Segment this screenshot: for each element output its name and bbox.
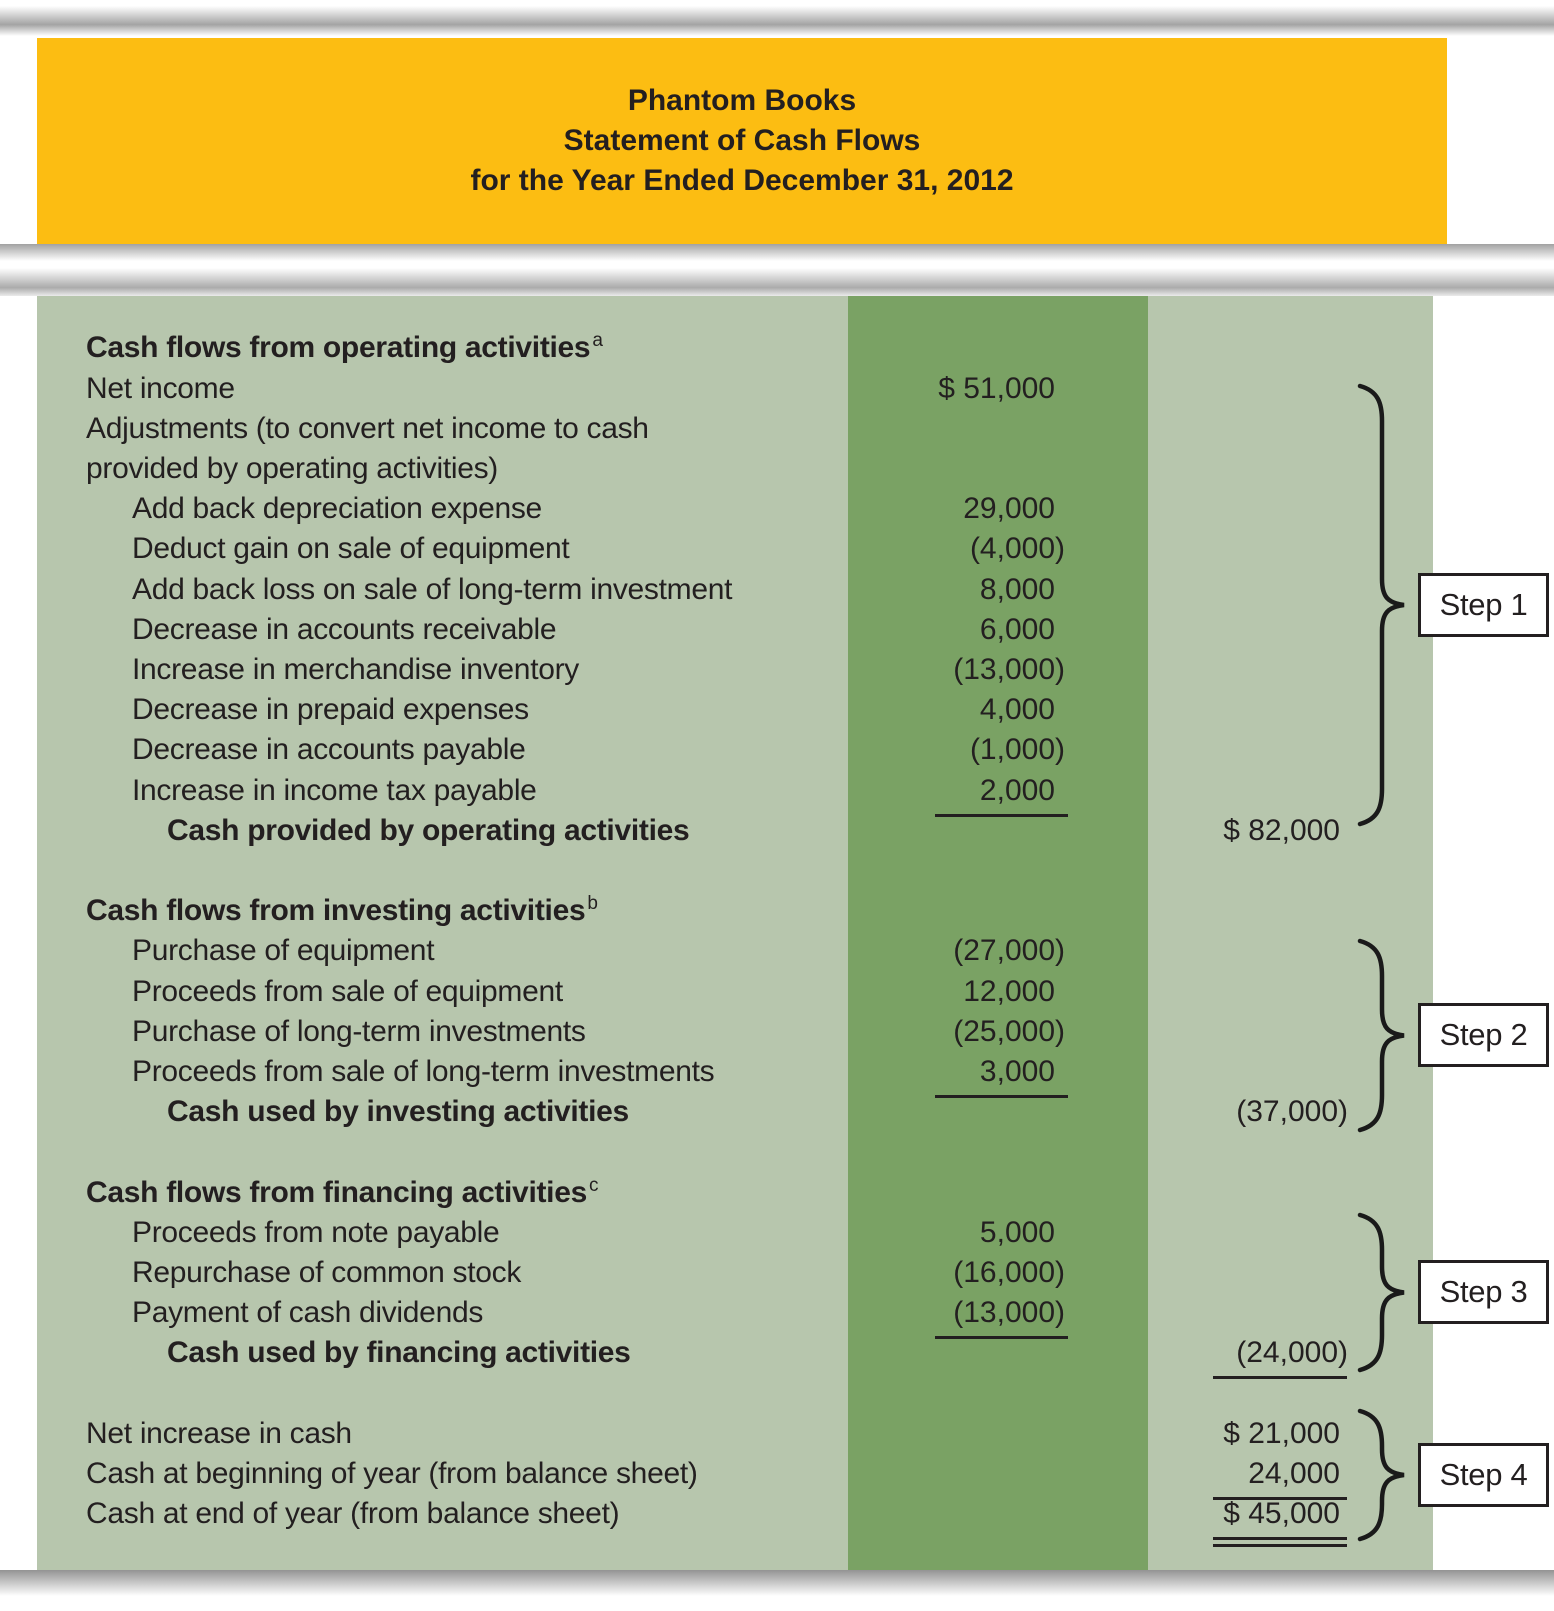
spacer-row [37,1132,1433,1172]
statement-row [37,610,1433,650]
row-label: Cash at end of year (from balance sheet) [86,1497,620,1531]
statement-row [37,409,1433,449]
statement-row [37,449,1433,489]
amount-col1: 3,000 [979,1055,1055,1088]
row-label: Purchase of long-term investments [132,1014,586,1048]
row-label: Cash at beginning of year (from balance sheet) [86,1457,698,1490]
statement-row [37,1494,1433,1534]
statement-row [37,369,1433,409]
brace-step-2 [1352,938,1410,1133]
statement-row [37,1052,1433,1092]
statement-row [37,1012,1433,1052]
amount-col1: (13,000) [953,653,1065,686]
statement-row [37,1333,1433,1373]
spacer-row [37,1374,1433,1414]
statement-row [37,1414,1433,1454]
statement-rows [37,296,1433,1570]
shadow-band-top [0,6,1554,36]
statement-row [37,690,1433,730]
amount-col1: 2,000 [979,773,1055,807]
row-label: Decrease in prepaid expenses [132,693,529,727]
statement-row [37,891,1433,931]
amount-col2: (37,000) [1236,1095,1348,1129]
step-3-label: Step 3 [1439,1274,1528,1309]
row-label: Payment of cash dividends [132,1296,484,1330]
amount-col1: (4,000) [969,532,1065,566]
step-3-box [1418,1260,1549,1324]
step-1-label: Step 1 [1439,587,1528,622]
statement-row [37,811,1433,851]
amount-col1: (16,000) [953,1256,1065,1289]
amount-col2: 24,000 [1248,1457,1340,1490]
row-label: Cash used by financing activities [167,1336,631,1370]
amount-col1: 8,000 [979,572,1055,606]
statement-row [37,570,1433,610]
statement-row [37,328,1433,368]
footnote-marker: a [592,330,603,352]
brace-step-1 [1352,383,1410,827]
row-label: Cash flows from operating activities $^a$ [86,330,603,365]
row-label: provided by operating activities) [86,452,498,485]
row-label: Adjustments (to convert net income to cash [86,411,649,445]
row-label: Cash provided by operating activities [167,813,690,847]
statement-row [37,972,1433,1012]
step-2-box [1418,1003,1549,1067]
amount-col2: $ 82,000 [1223,813,1340,847]
spacer-row [37,851,1433,891]
amount-col1: 4,000 [979,693,1055,727]
amount-col1: 5,000 [979,1215,1055,1249]
row-label: Net increase in cash [86,1416,352,1450]
step-2-label: Step 2 [1439,1017,1528,1052]
statement-row [37,529,1433,569]
amount-col1: (13,000) [953,1296,1065,1330]
shadow-band-above-panel [0,268,1554,296]
row-label: Repurchase of common stock [132,1256,522,1289]
row-label: Add back depreciation expense [132,492,542,526]
company-name: Phantom Books [627,84,857,117]
row-label: Proceeds from sale of equipment [132,974,563,1008]
statement-row [37,650,1433,690]
amount-col1: 12,000 [963,974,1055,1008]
statement-row [37,1253,1433,1293]
row-label: Proceeds from note payable [132,1215,500,1249]
amount-col1: (1,000) [969,733,1065,767]
statement-row [37,730,1433,770]
shadow-band-bottom [0,1570,1554,1596]
row-label: Proceeds from sale of long-term investments [132,1055,715,1088]
footnote-marker: c [588,1174,599,1196]
statement-row [37,1293,1433,1333]
amount-col2: (24,000) [1236,1336,1348,1370]
amount-col1: (27,000) [953,934,1065,968]
row-label: Cash flows from investing activities $^b$ [86,893,598,928]
amount-col1: $ 51,000 [938,371,1055,405]
statement-row [37,489,1433,529]
amount-col1: 6,000 [979,612,1055,646]
step-1-box [1418,573,1549,637]
statement-title: Statement of Cash Flows [563,124,921,157]
row-label: Decrease in accounts payable [132,733,526,767]
amount-col1: 29,000 [963,492,1055,526]
row-label: Cash flows from financing activities $^c$ [86,1174,599,1209]
footnote-marker: b [587,893,598,915]
brace-step-3 [1352,1212,1410,1373]
statement-row [37,1173,1433,1213]
row-label: Add back loss on sale of long-term investment [132,572,733,606]
amount-col2: $ 21,000 [1223,1416,1340,1450]
statement-panel [37,296,1433,1570]
statement-row [37,771,1433,811]
statement-row [37,1454,1433,1494]
title-card [37,38,1447,244]
row-label: Purchase of equipment [132,934,435,968]
row-label: Net income [86,371,235,405]
step-4-label: Step 4 [1439,1457,1528,1492]
statement-row [37,1092,1433,1132]
step-4-box [1418,1443,1549,1507]
statement-row [37,931,1433,971]
row-label: Increase in merchandise inventory [132,653,579,686]
amount-col2: $ 45,000 [1223,1497,1340,1531]
double-underline [1213,1537,1347,1547]
row-label: Increase in income tax payable [132,773,537,807]
row-label: Cash used by investing activities [167,1095,629,1129]
amount-col1: (25,000) [953,1014,1065,1048]
shadow-band-under-title [0,244,1554,261]
row-label: Deduct gain on sale of equipment [132,532,570,566]
row-label: Decrease in accounts receivable [132,612,557,646]
statement-row [37,1213,1433,1253]
brace-step-4 [1352,1408,1410,1542]
statement-period: for the Year Ended December 31, 2012 [470,164,1014,197]
